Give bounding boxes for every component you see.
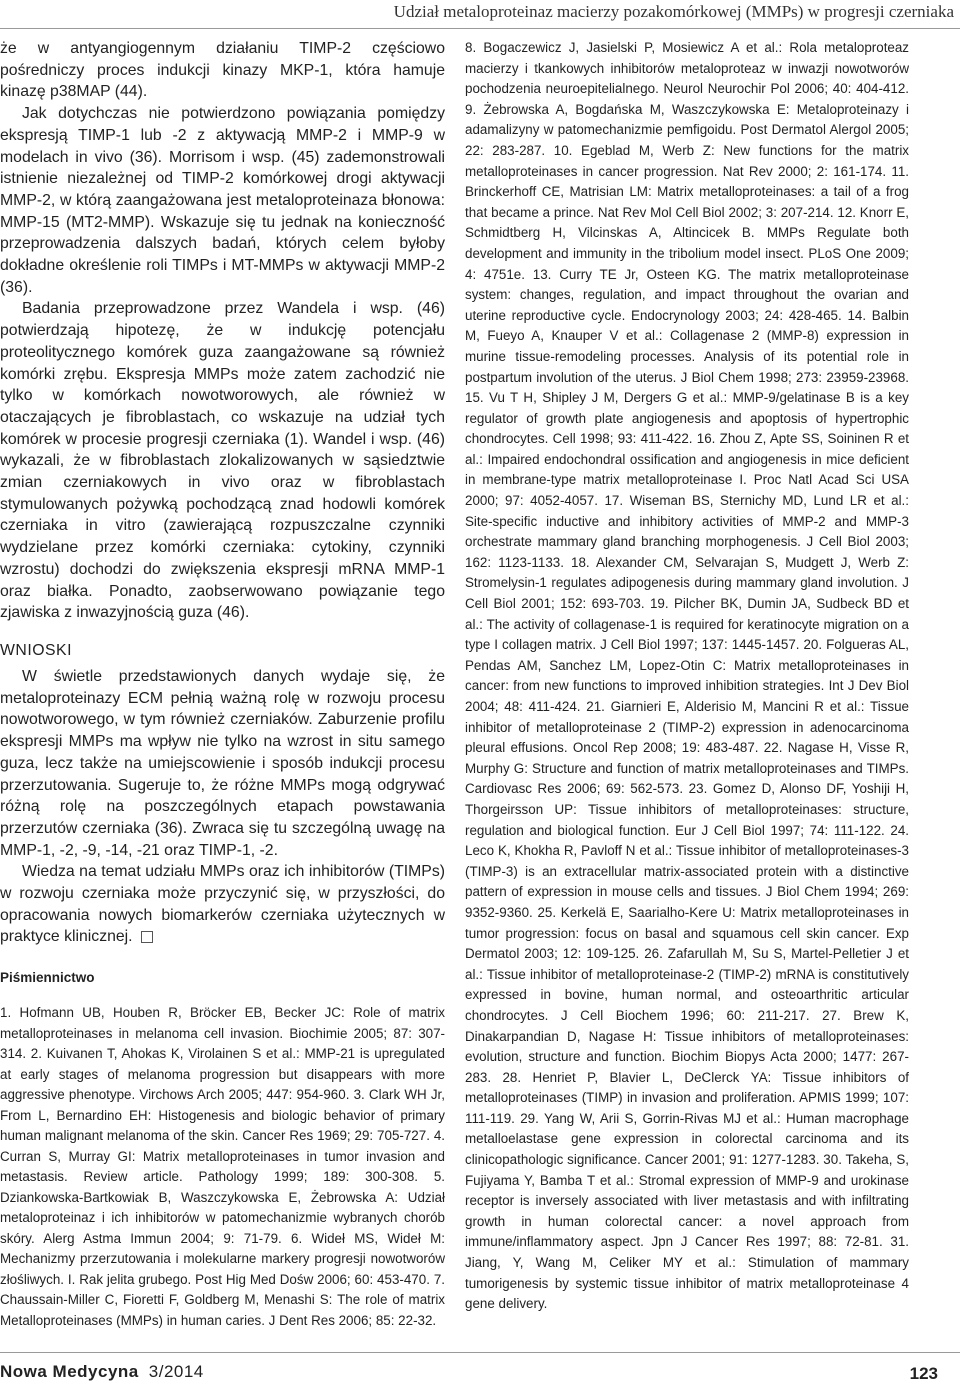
paragraph-2: Jak dotychczas nie potwierdzono powiązania pomiędzy ekspresją TIMP-1 lub -2 z aktywacją MMP-2 i MMP-9 w modelach in vivo (36). Morrisom i wsp. (45) zademonstrowali istnienie niezależnej od TIMP-2 komórkowej drogi aktywacji MMP-2, w którą zaangażowana jest metaloproteinaza błonowa: MMP-15 (MT2-MMP). Wskazuje się tu jednak na konieczność przeprowadzenia dalszych badań, których celem byłoby dokładne określenie roli TIMPs i MT-MMPs w aktywacji MMP-2 (36). <box>0 105 445 296</box>
paragraph-5: Wiedza na temat udziału MMPs oraz ich inhibitorów (TIMPs) w rozwoju czerniaka może przyczynić się, w przyszłości, do opracowania nowych biomarkerów czerniaka użytecznych w praktyce klinicznej. <box>0 863 445 946</box>
paragraph-1: że w antyangiogennym działaniu TIMP-2 częściowo pośredniczy proces indukcji kinazy MKP-1, która hamuje kinazę p38MAP (44). <box>0 40 445 101</box>
paragraph-4: W świetle przedstawionych danych wydaje się, że metaloproteinazy ECM pełnią ważną rolę w rozwoju procesu nowotworowego, w tym również czerniaków. Zaburzenie profilu ekspresji MMPs ma wpływ nie tylko na wzrost in situ samego guza, lecz także na umiejscowienie i sposób indukcji procesu przerzutowania. Sugeruje to, że różne MMPs mogą odgrywać różną rolę na poszczególnych etapach powstawania przerzutów czerniaka (36). Zwraca się tu szczególną uwagę na MMP-1, -2, -9, -14, -21 oraz TIMP-1, -2. <box>0 667 445 859</box>
references-left: 1. Hofmann UB, Houben R, Bröcker EB, Becker JC: Role of matrix metalloproteinases in melanoma cell invasion. Biochimie 2005; 87: 307-314. 2. Kuivanen T, Ahokas K, Virolainen S et al.: MMP-21 is upregulated at early stages of melanoma progression but disappears with more aggressive phenotype. Virchows Arch 2005; 447: 954-960. 3. Clark WH Jr, From L, Bernardino EH: Histogenesis and biologic behavior of primary human malignant melanoma of the skin. Cancer Res 1969; 29: 705-727. 4. Curran S, Murray GI: Matrix metalloproteinases in tumor invasion and metastasis. Review article. Pathology 1999; 189: 300-308. 5. Dziankowska-Bartkowiak B, Waszczykowska E, Żebrowska A: Udział metaloproteinaz i ich inhibitorów w patomechanizmie wybranych chorób skóry. Alerg Astma Immun 2004; 9: 71-79. 6. Wideł MS, Wideł M: Mechanizmy przerzutowania i molekularne markery progresji nowotworów złośliwych. I. Rak jelita grubego. Post Hig Med Dośw 2006; 60: 453-470. 7. Chaussain-Miller C, Fioretti F, Goldberg M, Menashi S: The role of matrix Metalloproteinases (MMPs) in human caries. J Dent Res 2006; 85: 22-32. <box>0 1005 445 1328</box>
section-heading: WNIOSKI <box>0 641 72 659</box>
references-right: 8. Bogaczewicz J, Jasielski P, Mosiewicz A et al.: Rola metaloproteaz macierzy i tkankowych inhibitorów metaloproteaz w inwazji nowotworów pochodzenia neuroepitelialnego. Neurol Neurochir Pol 2006; 40: 404-412. 9. Żebrowska A, Bogdańska M, Waszczykowska E: Metaloproteinazy i adamalizyny w patomechanizmie pemfigoidu. Post Dermatol Alergol 2005; 22: 283-287. 10. Egeblad M, Werb Z: New functions for the matrix metalloproteinases in cancer progression. Nat Rev 2000; 2: 161-174. 11. Brinckerhoff CE, Matrisian LM: Matrix metalloproteinases: a tail of a frog that became a prince. Nat Rev Mol Cell Biol 2002; 3: 207-214. 12. Knorr E, Schmidtberg H, Vilcinskas A, Altincicek B. MMPs Regulate both development and immunity in the tribolium model insect. PLoS One 2009; 4: 4751e. 13. Curry TE Jr, Osteen KG. The matrix metalloproteinase system: changes, regulation, and impact throughout the ovarian and uterine reproductive cycle. Endocrynology 2003; 24: 428-465. 14. Balbin M, Fueyo A, Knauper V et al.: Collagenase 2 (MMP-8) expression in murine tissue-remodeling processes. Analysis of its potential role in postpartum involution of the uterus. J Biol Chem 1998; 273: 23959-23968. 15. Vu T H, Shipley J M, Dergers G et al.: MMP-9/gelatinase B is a key regulator of growth plate angiogenesis and apoptosis of hypertrophic chondrocytes. Cell 1998; 93: 411-422. 16. Zhou Z, Apte SS, Soininen R et al.: Impaired endochondral ossification and angiogenesis in mice deficient in membrane-type matrix metalloproteinase I. Proc Natl Acad Sci USA 2000; 97: 4052-4057. 17. Wiseman BS, Sternichy MD, Lund LR et al.: Site-specific inductive and inhibitory activities of MMP-2 and MMP-3 orchestrate mammary gland branching morphogenesis. J Cell Biol 2003; 162: 1123-1133. 18. Alexander CM, Selvarajan S, Mudgett J, Werb Z: Stromelysin-1 regulates adipogenesis during mammary gland involution. J Cell Biol 2001; 152: 693-703. 19. Pilcher BK, Dumin JA, Sudbeck BD et al.: The activity of collagenase-1 is required for keratinocyte migration on a type I collagen matrix. J Cell Biol 1997; 137: 1445-1457. 20. Folgueras AL, Pendas AM, Sanchez LM, Lopez-Otin C: Matrix metalloproteinases in cancer: from new functions to improved inhibition strategies. Int J Dev Biol 2004; 48: 411-424. 21. Giarnieri E, Alderisio M, Mancini R et al.: Tissue inhibitor of metalloproteinase 2 (TIMP-2) expression in adenocarcinoma pleural effusions. Oncol Rep 2008; 19: 483-487. 22. Nagase H, Visse R, Murphy G: Structure and function of matrix metalloproteinases and TIMPs. Cardiovasc Res 2006; 69: 562-573. 23. Gomez D, Alonso DF, Yoshiji H, Thorgeirsson UP: Tissue inhibitors of metalloproteinases: structure, regulation and biological function. Eur J Cell Biol 1997; 74: 111-122. 24. Leco K, Khokha R, Pavloff N et al.: Tissue inhibitor of metalloproteinases-3 (TIMP-3) is an extracellular matrix-associated protein with a distinctive pattern of expression in mouse cells and tissues. J Biol Chem 1994; 269: 9352-9360. 25. Kerkelä E, Saarialho-Kere U: Matrix metalloproteinases in tumor progression: focus on basal and squamous cell skin cancer. Exp Dermatol 2003; 12: 109-125. 26. Zafarullah M, Su S, Martel-Pelletier J et al.: Tissue inhibitor of metalloproteinase-2 (TIMP-2) mRNA is constitutively expressed in bovine, human normal, and osteoarthritic articular chondrocytes. J Cell Biochem 1996; 60: 211-217. 27. Brew K, Dinakarpandian D, Nagase H: Tissue inhibitors of metalloproteinases: evolution, structure and function. Biochim Biopys Acta 2000; 1477: 267-283. 28. Henriet P, Blavier L, DeClerck YA: Tissue inhibitors of metalloproteinases (TIMP) in invasion and proliferation. APMIS 1999; 107: 111-119. 29. Yang W, Arii S, Gorrin-Rivas MJ et al.: Human macrophage metalloelastase gene expression in colorectal carcinoma and its clinicopathologic significance. Cancer 2001; 91: 1277-1283. 30. Takeha, S, Fujiyama Y, Bamba T et al.: Stromal expression of MMP-9 and urokinase receptor is inversely associated with liver metastasis and with infiltrating growth in human colorectal cancer: a novel approach from immune/inflammatory aspect. Jpn J Cancer Res 1997; 88: 72-81. 31. Jiang, Y, Wang M, Celiker MY et al.: Stimulation of mammary tumorigenesis by systemic tissue inhibitor of matrix metalloproteinase 4 gene delivery. <box>465 40 909 1312</box>
journal-name <box>0 1362 204 1382</box>
running-title: Udział metaloproteinaz macierzy pozakomórkowej (MMPs) w progresji czerniaka <box>393 2 954 21</box>
page-number: 123 <box>909 1364 938 1383</box>
paragraph-3: Badania przeprowadzone przez Wandela i wsp. (46) potwierdzają hipotezę, że w indukcję potencjału proteolitycznego komórek guza zaangażowane są również komórki zrębu. Ekspresja MMPs może zatem zachodzić nie tylko w komórkach nowotworowych, ale również w otaczających je fibroblastach, co wskazuje na udział tych komórek w procesie progresji czerniaka (1). Wandel i wsp. (46) wykazali, że w fibroblastach zlokalizowanych w sąsiedztwie zmian czerniakowych in vivo oraz w fibroblastach stymulowanych pożywką pochodzącą znad hodowli komórek czerniaka in vitro (zawierającą rozpuszczalne czynniki wydzielane przez komórki czerniaka: cytokiny, czynniki wzrostu) dochodzi do zwiększenia ekspresji mRNA MMP-1 oraz białka. Ponadto, zaobserwowano powiązanie tego zjawiska z inwazyjnością guza (46). <box>0 300 445 622</box>
header-divider <box>0 28 960 29</box>
left-column <box>0 38 445 1331</box>
right-column <box>465 38 909 1315</box>
references-heading: Piśmiennictwo <box>0 970 95 986</box>
end-of-article-icon <box>141 931 153 943</box>
footer-divider <box>0 1352 960 1353</box>
journal-issue: 3/2014 <box>148 1362 204 1381</box>
journal-title: Nowa Medycyna <box>0 1362 139 1381</box>
